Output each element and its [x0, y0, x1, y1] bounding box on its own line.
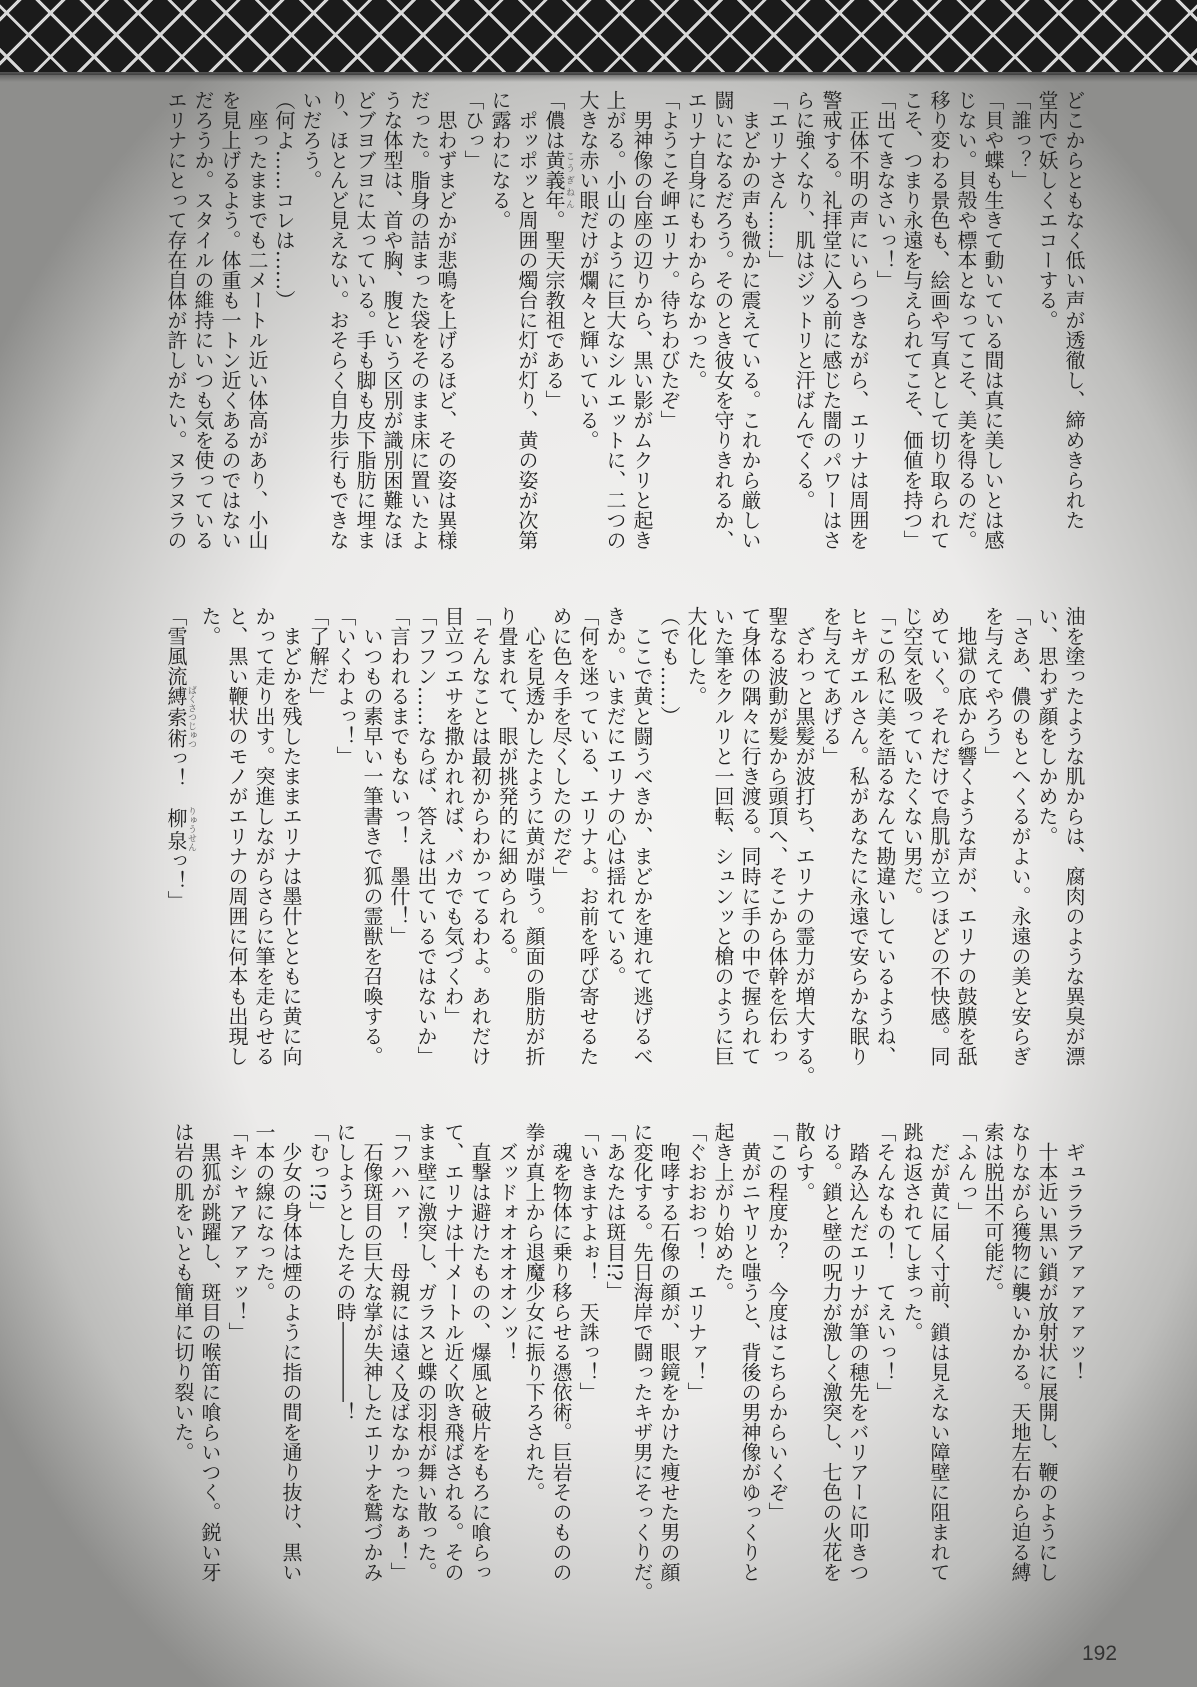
text-line: 「言われるまでもないっ！ 墨什！」 — [387, 606, 411, 946]
text-line: 跳ね返されてしまった。 — [900, 1122, 924, 1342]
text-line: 魂を物体に乗り移らせる憑依術。巨岩そのものの — [549, 1122, 573, 1582]
text-line: 男神像の台座の辺りから、黒い影がムクリと起き — [630, 90, 654, 550]
text-line: 「ひっ」 — [461, 90, 485, 170]
text-line: なりながら獲物に襲いかかる。天地左右から迫る縛 — [1008, 1122, 1032, 1582]
text-line: だが黄に届く寸前、鎖は見えない障壁に阻まれて — [927, 1122, 951, 1582]
text-line: 地獄の底から響くような声が、エリナの鼓膜を舐 — [954, 606, 978, 1066]
text-line: 「貝や蝶も生きて動いている間は真に美しいとは感 — [981, 90, 1005, 550]
text-line: 黄がニヤリと嗤うと、背後の男神像がゆっくりと — [738, 1122, 762, 1582]
text-line: 一本の線になった。 — [252, 1122, 276, 1302]
text-line: 少女の身体は煙のように指の間を通り抜け、黒い — [279, 1122, 303, 1582]
text-line: 「いくわよっ！」 — [333, 606, 357, 766]
text-line: 直撃は避けたものの、爆風と破片をもろに喰らっ — [468, 1122, 492, 1582]
text-line: 「そんなことは最初からわかってるわよ。あれだけ — [468, 606, 492, 1066]
text-segment: 。聖天宗教祖である」 — [542, 210, 566, 410]
text-line: て身体の隅々に行き渡る。同時に手の中で握られて — [738, 606, 762, 1066]
text-line: 「ようこそ岬エリナ。待ちわびたぞ」 — [657, 90, 681, 430]
text-line: 黒狐が跳躍し、斑目の喉笛に喰らいつく。鋭い牙 — [198, 1122, 222, 1582]
text-line: り畳まれて、眼が挑発的に細められる。 — [495, 606, 519, 966]
text-line: 「フフン……ならば、答えは出ているではないか」 — [414, 606, 438, 1066]
text-line: ギュラララアァァァァッ！ — [1062, 1122, 1086, 1382]
text-line: どこからともなく低い声が透徹し、締めきられた — [1062, 90, 1086, 530]
text-block-bottom — [169, 1122, 1087, 1627]
ruby-reading: りゅうせん — [186, 806, 196, 852]
ruby-reading: こうぎねん — [564, 150, 574, 210]
text-line: いだろう。 — [299, 90, 323, 190]
text-line: 「そんなもの！ てえいっ！」 — [873, 1122, 897, 1402]
text-line: だった。脂身の詰まった袋をそのまま床に置いたよ — [407, 90, 431, 550]
text-segment: 「儂は — [542, 90, 566, 150]
text-line: 咆哮する石像の顔が、眼鏡をかけた痩せた男の顔 — [657, 1122, 681, 1582]
text-line: 心を見透かしたように黄が嗤う。顔面の脂肪が折 — [522, 606, 546, 1066]
text-line: じ空気を吸っていたくない男だ。 — [900, 606, 924, 906]
text-line: を与えてあげる」 — [819, 606, 843, 766]
text-line: 聖なる波動が髪から頭頂へ、そこから体幹を伝わっ — [765, 606, 789, 1066]
ruby-word — [164, 806, 196, 852]
text-line: めていく。それだけで鳥肌が立つほどの不快感。同 — [927, 606, 951, 1066]
text-line: 正体不明の声にいらつきながら、エリナは周囲を — [846, 90, 870, 550]
text-line: だろうか。スタイルの維持にいつも気を使っている — [191, 90, 215, 550]
text-line: にしようとしたその時――――！ — [333, 1122, 357, 1422]
text-line: 油を塗ったような肌からは、腐肉のような異臭が漂 — [1062, 606, 1086, 1066]
text-line: かって走り出す。突進しながらさらに筆を走らせる — [252, 606, 276, 1066]
text-line: 「ぐおおおっ！ エリナァ！」 — [684, 1122, 708, 1402]
text-line: まどかを残したままエリナは墨什とともに黄に向 — [279, 606, 303, 1066]
text-line: 起き上がり始めた。 — [711, 1122, 735, 1302]
text-line: うな体型は、首や胸、腹という区別が識別困難なほ — [380, 90, 404, 550]
text-line: 上がる。小山のように巨大なシルエットに、二つの — [603, 90, 627, 550]
text-line: ざわっと黒髪が波打ち、エリナの霊力が増大する。 — [792, 606, 816, 1086]
text-segment: っ！」 — [164, 850, 188, 911]
text-line: （でも……） — [657, 606, 681, 726]
text-line: 「出てきなさいっ！」 — [873, 90, 897, 290]
text-line: じない。貝殻や標本となってこそ、美を得るのだ。 — [954, 90, 978, 550]
text-line — [162, 606, 196, 1111]
text-line: 座ったままでも二メートル近い体高があり、小山 — [245, 90, 269, 550]
text-line: り、ほとんど見えない。おそらく自力歩行もできな — [326, 90, 350, 550]
text-line: に露わになる。 — [488, 90, 512, 230]
text-line: 「さあ、儂のもとへくるがよい。永遠の美と安らぎ — [1008, 606, 1032, 1066]
text-line: ける。鎖と壁の呪力が激しく激突し、七色の火花を — [819, 1122, 843, 1582]
text-line: ポッポッと周囲の燭台に灯が灯り、黄の姿が次第 — [515, 90, 539, 550]
text-line: 十本近い黒い鎖が放射状に展開し、鞭のようにし — [1035, 1122, 1059, 1582]
text-line: 「むっ!?」 — [306, 1122, 330, 1221]
text-line: らに強くなり、肌はジットリと汗ばんでくる。 — [792, 90, 816, 510]
text-segment: 「雪風流 — [164, 606, 188, 686]
text-line: と、黒い鞭状のモノがエリナの周囲に何本も出現し — [225, 606, 249, 1066]
text-block-middle — [162, 606, 1087, 1111]
ruby-word — [164, 685, 196, 749]
text-line: ヒキガエルさん。私があなたに永遠で安らかな眠り — [846, 606, 870, 1066]
text-line: 「誰っ？」 — [1008, 90, 1032, 190]
text-line: 警戒する。礼拝堂に入る前に感じた闇のパワーはさ — [819, 90, 843, 550]
text-line: 移り変わる景色も、絵画や写真として切り取られて — [927, 90, 951, 550]
text-line: ここで黄と闘うべきか、まどかを連れて逃げるべ — [630, 606, 654, 1066]
text-line: い、思わず顔をしかめた。 — [1035, 606, 1059, 846]
text-line: 「了解だ」 — [306, 606, 330, 706]
text-line: いた筆をクルリと一回転、シュンッと槍のように巨 — [711, 606, 735, 1066]
ruby-reading: ばくさつじゅつ — [186, 685, 196, 749]
text-line: （何よ……コレは……） — [272, 90, 296, 310]
text-line: エリナ自身にもわからなかった。 — [684, 90, 708, 390]
text-line: いつもの素早い一筆書きで狐の霊獣を召喚する。 — [360, 606, 384, 1066]
text-line: まどかの声も微かに震えている。これから厳しい — [738, 90, 762, 550]
text-line: た。 — [198, 606, 222, 646]
text-line: 「この程度か？ 今度はこちらからいくぞ」 — [765, 1122, 789, 1522]
text-line — [540, 90, 574, 595]
text-line: 「何を迷っている、エリナよ。お前を呼び寄せるた — [576, 606, 600, 1066]
text-line: 索は脱出不可能だ。 — [981, 1122, 1005, 1302]
ruby-word — [542, 150, 574, 210]
text-line: 「ふんっ」 — [954, 1122, 978, 1222]
ruby-base: 黄義年 — [542, 150, 566, 210]
decorative-lattice-border — [0, 0, 1197, 75]
text-line: 堂内で妖しくエコーする。 — [1035, 90, 1059, 330]
text-line: 「フハハァ！ 母親には遠く及ばなかったなぁ！」 — [387, 1122, 411, 1582]
text-line: ズッドォオオオオンッ！ — [495, 1122, 519, 1362]
text-line: きか。いまだにエリナの心は揺れている。 — [603, 606, 627, 986]
text-line: に変化する。先日海岸で闘ったキザ男にそっくりだ。 — [630, 1122, 654, 1602]
ruby-base: 縛索術 — [164, 685, 188, 749]
text-line: を与えてやろう」 — [981, 606, 1005, 766]
text-line: 踏み込んだエリナが筆の穂先をバリアーに叩きつ — [846, 1122, 870, 1582]
text-line: 「キシャアアァァッ！」 — [225, 1122, 249, 1342]
text-line: 拳が真上から退魔少女に振り下ろされた。 — [522, 1122, 546, 1502]
text-line: エリナにとって存在自体が許しがたい。ヌラヌラの — [164, 90, 188, 550]
text-line: 大化した。 — [684, 606, 708, 706]
text-line: 「いきますよぉ！ 天誅っ！」 — [576, 1122, 600, 1402]
text-line: 「エリナさん……」 — [765, 90, 789, 270]
text-line: めに色々手を尽くしたのだぞ」 — [549, 606, 573, 886]
text-line: どブヨブヨに太っている。手も脚も皮下脂肪に埋ま — [353, 90, 377, 550]
text-block-top — [162, 90, 1087, 595]
text-line: 大きな赤い眼だけが爛々と輝いている。 — [576, 90, 600, 450]
text-line: 石像斑目の巨大な掌が失神したエリナを鷲づかみ — [360, 1122, 384, 1582]
text-line: は岩の肌をいとも簡単に切り裂いた。 — [171, 1122, 195, 1462]
text-line: 目立つエサを撒かれれば、バカでも気づくわ」 — [441, 606, 465, 1026]
page-number: 192 — [1082, 1642, 1118, 1665]
text-line: 思わずまどかが悲鳴を上げるほど、その姿は異様 — [434, 90, 458, 550]
text-line: 「この私に美を語るなんて勘違いしているようね、 — [873, 606, 897, 1066]
text-line: まま壁に激突し、ガラスと蝶の羽根が舞い散った。 — [414, 1122, 438, 1582]
text-line: こそ、つまり永遠を与えられてこそ、価値を持つ」 — [900, 90, 924, 550]
text-line: 闘いになるだろう。そのとき彼女を守りきれるか、 — [711, 90, 735, 550]
text-line: を見上げるよう。体重も一トン近くあるのではない — [218, 90, 242, 550]
text-segment: っ！ — [164, 748, 188, 808]
text-line: 「あなたは斑目!?」 — [603, 1122, 627, 1301]
ruby-base: 柳泉 — [164, 806, 188, 852]
text-line: て、エリナは十メートル近く吹き飛ばされる。その — [441, 1122, 465, 1582]
text-line: 散らす。 — [792, 1122, 816, 1202]
